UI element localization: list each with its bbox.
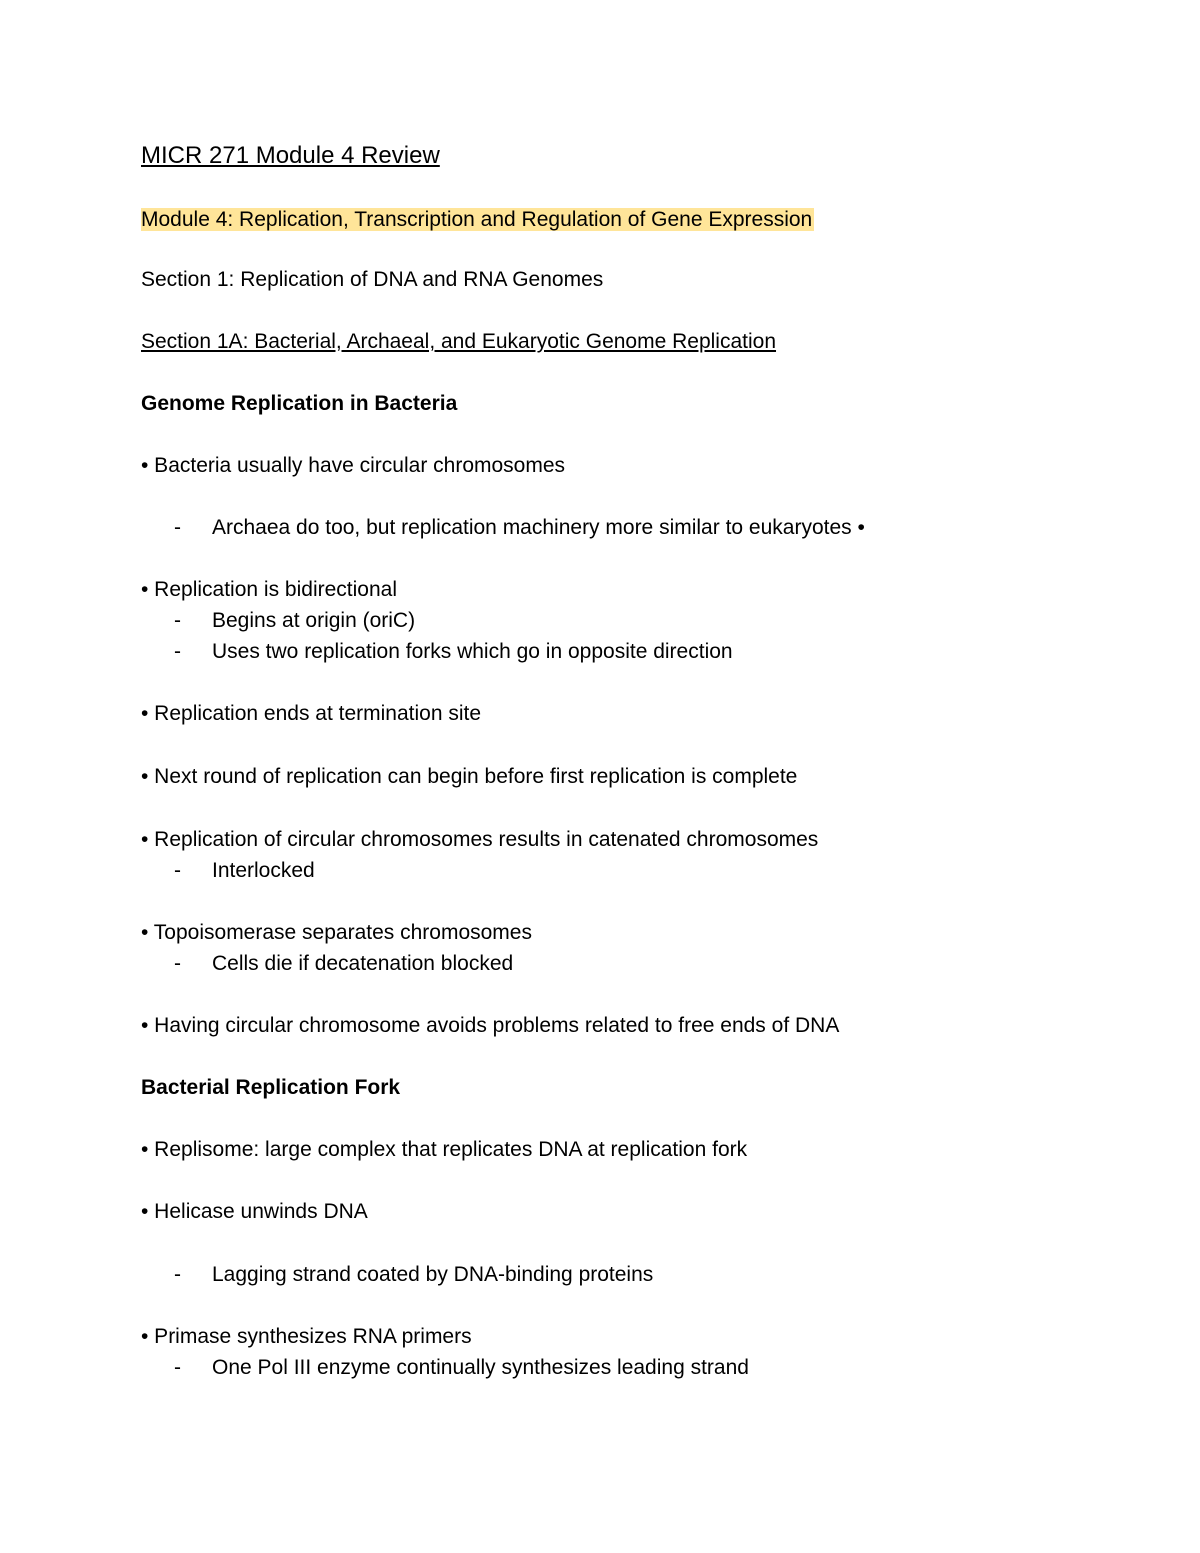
bullet-item: • Replication ends at termination site: [141, 702, 482, 725]
bullet-item: • Primase synthesizes RNA primers: [141, 1325, 472, 1348]
sub-bullet-item: [174, 607, 415, 635]
dash-marker: -: [174, 1263, 181, 1286]
sub-bullet-text: Interlocked: [212, 859, 315, 882]
sub-bullet-item: [174, 1354, 749, 1382]
sub-bullet-item: [174, 1261, 653, 1289]
sub-bullet-text: Uses two replication forks which go in opposite direction: [212, 640, 733, 663]
sub-bullet-item: [174, 950, 513, 978]
dash-marker: -: [174, 516, 181, 539]
replication-fork-heading: Bacterial Replication Fork: [141, 1076, 401, 1099]
module-heading: [141, 206, 814, 234]
module-heading-text: Module 4: Replication, Transcription and Regulation of Gene Expression: [141, 208, 813, 231]
dash-marker: -: [174, 609, 181, 632]
page-title: MICR 271 Module 4 Review: [141, 142, 440, 169]
bullet-item: • Helicase unwinds DNA: [141, 1200, 368, 1223]
bullet-item: • Replisome: large complex that replicates DNA at replication fork: [141, 1138, 748, 1161]
bullet-item: • Topoisomerase separates chromosomes: [141, 921, 532, 944]
dash-marker: -: [174, 952, 181, 975]
sub-bullet-text: Begins at origin (oriC): [212, 609, 416, 632]
sub-bullet-item: [174, 638, 733, 666]
bullet-item: • Replication is bidirectional: [141, 578, 397, 601]
sub-bullet-text: Archaea do too, but replication machinery more similar to eukaryotes •: [212, 516, 865, 539]
sub-bullet-text: One Pol III enzyme continually synthesizes leading strand: [212, 1356, 749, 1379]
bullet-item: • Next round of replication can begin before first replication is complete: [141, 765, 798, 788]
dash-marker: -: [174, 859, 181, 882]
dash-marker: -: [174, 640, 181, 663]
sub-bullet-text: Lagging strand coated by DNA-binding proteins: [212, 1263, 654, 1286]
bullet-item: • Having circular chromosome avoids problems related to free ends of DNA: [141, 1014, 840, 1037]
section-1a-heading: Section 1A: Bacterial, Archaeal, and Eukaryotic Genome Replication: [141, 330, 777, 353]
section-1-heading: Section 1: Replication of DNA and RNA Genomes: [141, 268, 604, 291]
sub-bullet-item: [174, 514, 865, 542]
bullet-item: • Replication of circular chromosomes results in catenated chromosomes: [141, 828, 819, 851]
sub-bullet-item: [174, 857, 315, 885]
dash-marker: -: [174, 1356, 181, 1379]
sub-bullet-text: Cells die if decatenation blocked: [212, 952, 514, 975]
genome-replication-heading: Genome Replication in Bacteria: [141, 392, 458, 415]
bullet-item: • Bacteria usually have circular chromosomes: [141, 454, 566, 477]
